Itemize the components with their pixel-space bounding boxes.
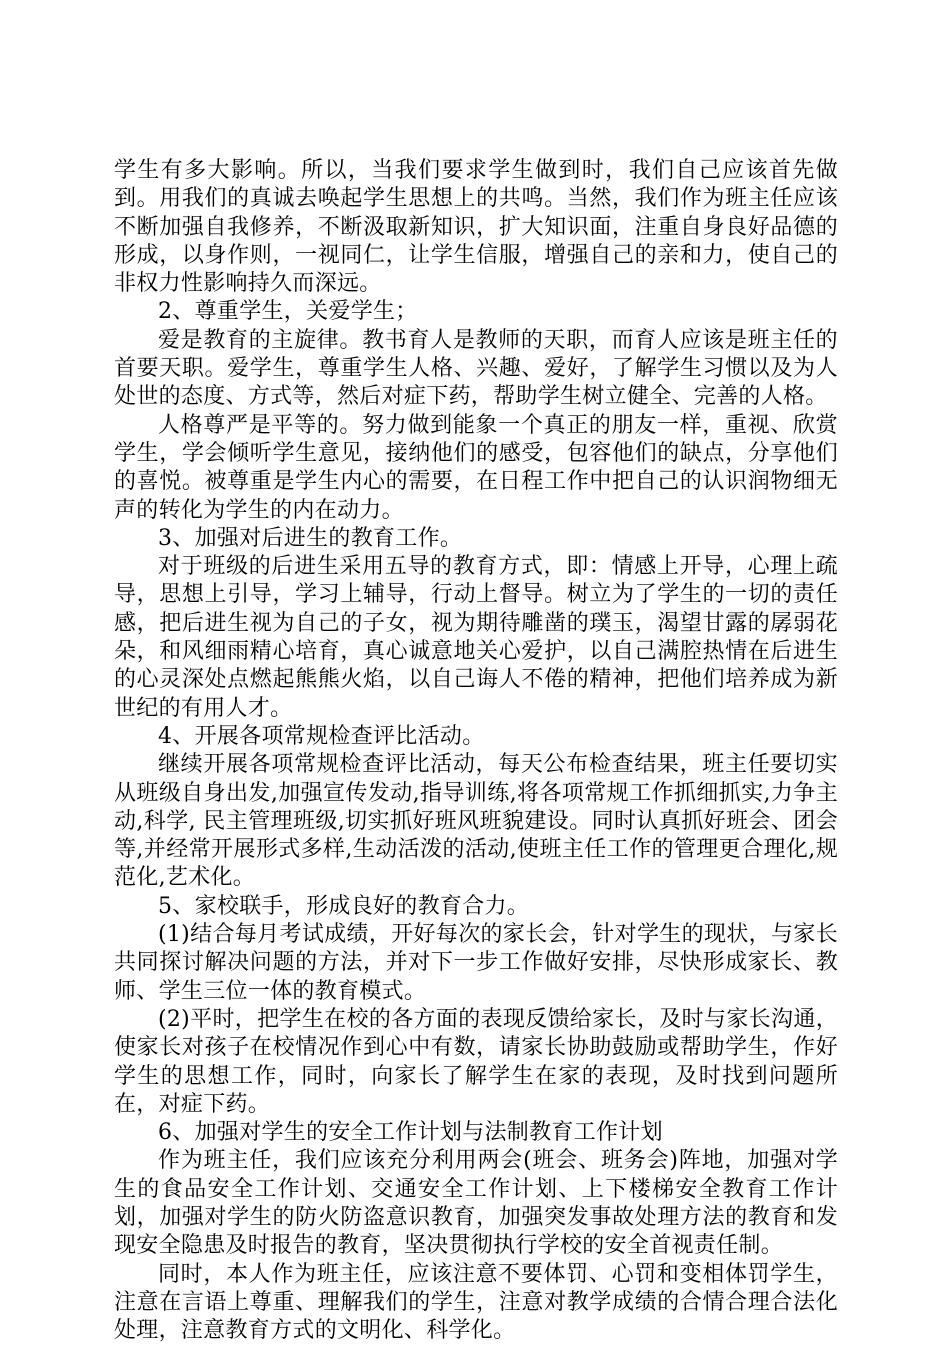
section-heading-6: 6、加强对学生的安全工作计划与法制教育工作计划 [158, 1120, 663, 1146]
paragraph: (1)结合每月考试成绩，开好每次的家长会，针对学生的现状，与家长共同探讨解决问题的方法，并对下一步工作做好安排，尽快形成家长、教师、学生三位一体的教育模式。 [114, 922, 838, 1004]
section-heading-2: 2、尊重学生，关爱学生； [158, 299, 418, 325]
paragraph: 对于班级的后进生采用五导的教育方式，即：情感上开导，心理上疏导，思想上引导，学习上辅导，行动上督导。树立为了学生的一切的责任感，把后进生视为自己的子女，视为期待雕凿的璞玉，渴望甘露的孱弱花朵，和风细雨精心培育，真心诚意地关心爱护，以自己满腔热情在后进生的心灵深处点燃起熊熊火焰，以自己诲人不倦的精神，把他们培养成为新世纪的有用人才。 [114, 554, 838, 721]
paragraph: 同时，本人作为班主任，应该注意不要体罚、心罚和变相体罚学生，注意在言语上尊重、理解我们的学生，注意对教学成绩的合情合理合法化处理，注意教育方式的文明化、科学化。 [114, 1261, 838, 1344]
paragraph: 作为班主任，我们应该充分利用两会(班会、班务会)阵地，加强对学生的食品安全工作计划、交通安全工作计划、上下楼梯安全教育工作计划，加强对学生的防火防盗意识教育，加强突发事故处理方法的教育和发现安全隐患及时报告的教育，坚决贯彻执行学校的安全首视责任制。 [114, 1148, 838, 1259]
section-heading-5: 5、家校联手，形成良好的教育合力。 [158, 893, 530, 919]
section-heading-3: 3、加强对后进生的教育工作。 [158, 525, 463, 551]
section-heading-4: 4、开展各项常规检查评比活动。 [158, 723, 485, 749]
paragraph: 爱是教育的主旋律。教书育人是教师的天职，而育人应该是班主任的首要天职。爱学生，尊重学生人格、兴趣、爱好，了解学生习惯以及为人处世的态度、方式等，然后对症下药，帮助学生树立健全、完善的人格。 [114, 327, 838, 410]
paragraph: 人格尊严是平等的。努力做到能象一个真正的朋友一样，重视、欣赏学生，学会倾听学生意见，接纳他们的感受，包容他们的缺点，分享他们的喜悦。被尊重是学生内心的需要，在日程工作中把自己的认识润物细无声的转化为学生的内在动力。 [114, 412, 838, 523]
paragraph-continued: 学生有多大影响。所以，当我们要求学生做到时，我们自己应该首先做到。用我们的真诚去唤起学生思想上的共鸣。当然，我们作为班主任应该不断加强自我修养，不断汲取新知识，扩大知识面，注重自身良好品德的形成，以身作则，一视同仁，让学生信服，增强自己的亲和力，使自己的非权力性影响持久而深远。 [114, 158, 838, 297]
paragraph: 继续开展各项常规检查评比活动，每天公布检查结果，班主任要切实从班级自身出发,加强宣传发动,指导训练,将各项常规工作抓细抓实,力争主动,科学, 民主管理班级,切实抓好班风班貌建设。同时认真抓好班会、团会等,并经常开展形式多样,生动活泼的活动,使班主任工作的管理更合理化,规范化,艺术化。 [114, 752, 838, 891]
paragraph: (2)平时，把学生在校的各方面的表现反馈给家长，及时与家长沟通，使家长对孩子在校情况作到心中有数，请家长协助鼓励或帮助学生，作好学生的思想工作，同时，向家长了解学生在家的表现，及时找到问题所在，对症下药。 [114, 1006, 838, 1117]
document-body [114, 157, 838, 1345]
